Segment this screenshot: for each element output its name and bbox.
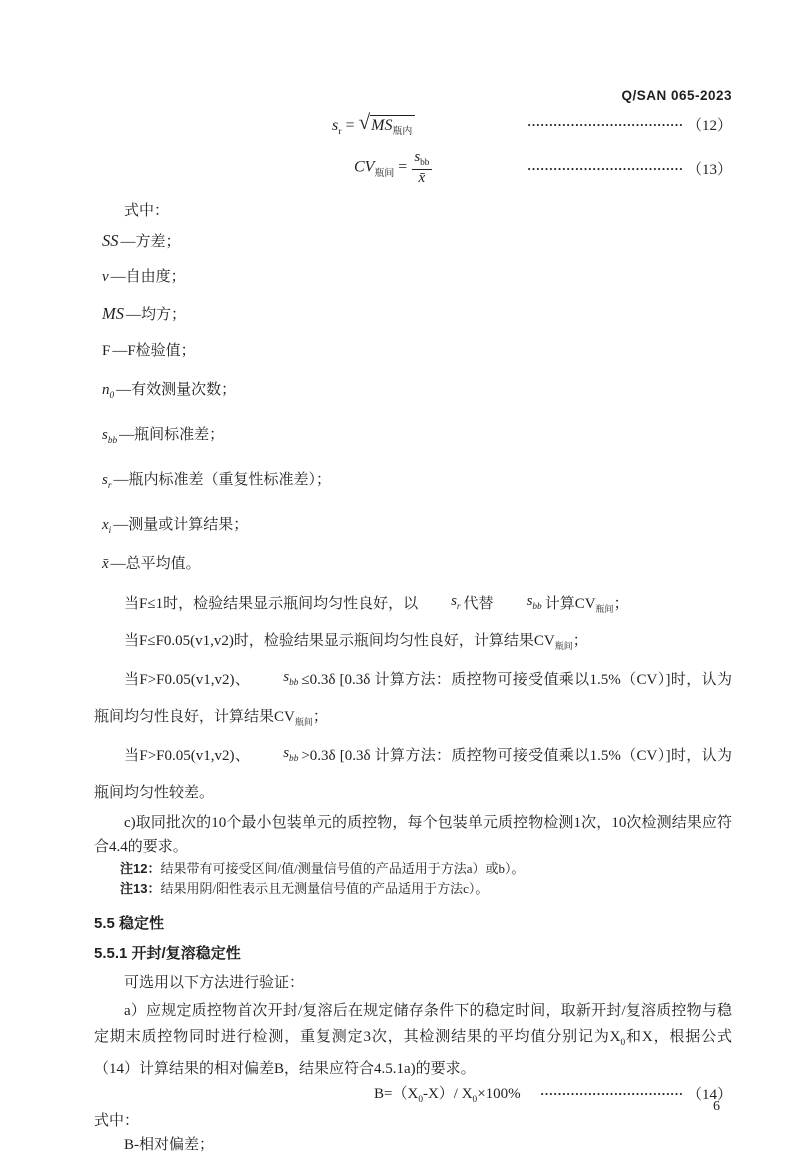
where-clause-label: 式中： [94, 1112, 140, 1129]
formula-12-radicand: $MS_{瓶内}$ [370, 115, 415, 134]
fraction-numerator: $s_{bb}$ [414, 149, 430, 169]
definition-row [94, 470, 732, 497]
document-code: Q/SAN 065-2023 [621, 88, 732, 103]
where-clause-label: 式中： [124, 203, 170, 220]
section-heading-5-5-1: 5.5.1 开封/复溶稳定性 [94, 944, 241, 962]
definition-text: —测量或计算结果； [113, 516, 249, 533]
symbol: x̄ [102, 555, 109, 572]
inline-math-sbb: $s_{bb}$ [526, 592, 542, 612]
formula-12-row [94, 111, 732, 137]
symbol: $x_i$ [102, 516, 112, 536]
formula-13-fraction [411, 149, 432, 187]
formula-13-lhs-sub: 瓶间 [374, 168, 395, 180]
note-12: 注12：结果带有可接受区间/值/测量信号值的产品适用于方法a）或b）。 [120, 860, 525, 876]
paragraph-f-gt-good: 当F>F0.05(v1,v2)、 $s_{bb} \le 0.3\delta$ [0.3δ 计算方法：质控物可接受值乘以1.5%（CV）]时，认为瓶间均匀性良好，计算结果$CV_{瓶间}$； [94, 665, 732, 738]
paragraph-method-c: c)取同批次的10个最小包装单元的质控物，每个包装单元质控物检测1次，10次检测结果应符合4.4的要求。 [94, 814, 732, 855]
definition-text: —瓶间标准差； [119, 426, 225, 443]
note-13: 注13：结果用阴/阳性表示且无测量信号值的产品适用于方法c）。 [120, 880, 489, 896]
formula-14: $B=(X_0-X)/$ $X_0\times 100\%$ [374, 1085, 521, 1105]
definition-text: —方差； [120, 234, 181, 251]
definition-text: —瓶内标准差（重复性标准差）； [113, 471, 331, 488]
definition-text: —总平均值。 [110, 555, 201, 572]
dot-leader: ……………………………… [526, 114, 683, 130]
definition-row [94, 554, 732, 581]
paragraph-f-gt-poor: 当F>F0.05(v1,v2)、 $s_{bb} >0.3\delta$ [0.3δ 计算方法：质控物可接受值乘以1.5%（CV）]时，认为瓶间均匀性较差。 [94, 741, 732, 809]
dot-leader: ……………………………… [526, 158, 683, 174]
symbol: $s_r$ [102, 471, 112, 491]
formula-14-row [94, 1082, 732, 1105]
formula-12 [332, 111, 415, 137]
definition-text: —均方； [126, 307, 187, 324]
definition-row [94, 380, 732, 407]
definition-b: B-相对偏差； [124, 1136, 215, 1153]
page-number: 6 [713, 1099, 720, 1114]
definition-row [94, 341, 732, 368]
radical-sign: √ [358, 110, 371, 134]
symbol: SS [102, 231, 119, 251]
paragraph-f-le-1: 当F≤1时，检验结果显示瓶间均匀性良好，以 $s_r$ 代替 $s_{bb}$ 计算$CV_{瓶间}$； [94, 589, 732, 626]
paragraph-f-le-f005: 当F≤F0.05(v1,v2)时，检验结果显示瓶间均匀性良好，计算结果$CV_{瓶间}$； [124, 632, 588, 651]
symbol: $s_{bb}$ [102, 426, 118, 446]
equals-sign: = [398, 158, 408, 176]
definition-row [94, 303, 732, 331]
inline-math-sbb: $s_{bb}$ [283, 744, 299, 764]
section-heading-5-5: 5.5 稳定性 [94, 914, 165, 932]
definition-row [94, 425, 732, 452]
note-label: 注13： [120, 880, 161, 896]
definition-text: —自由度； [110, 269, 186, 286]
formula-12-lhs-sub: r [338, 126, 342, 138]
formula-13-number: （13） [686, 161, 732, 178]
formula-12-lhs: s [332, 117, 339, 134]
formula-14-number: （14） [686, 1086, 732, 1103]
note-label: 注12： [120, 860, 161, 876]
paragraph-intro: 可选用以下方法进行验证： [124, 974, 305, 991]
equals-sign: = [345, 117, 355, 134]
symbol: v [102, 269, 109, 286]
symbol: F [102, 342, 111, 359]
formula-12-number: （12） [686, 117, 732, 134]
definition-text: —有效测量次数； [116, 381, 237, 398]
fraction-denominator: x̄ [412, 169, 433, 187]
definition-text: —F检验值； [112, 342, 196, 359]
definition-row [94, 230, 732, 258]
inline-math-sr: $s_r$ [451, 592, 461, 612]
dot-leader: …………………………… [539, 1083, 683, 1099]
formula-13-leader-group [527, 158, 732, 179]
inline-math-sbb: $s_{bb}$ [283, 668, 299, 688]
formula-13 [354, 149, 432, 187]
definition-row [94, 515, 732, 542]
formula-14-leader-group [540, 1083, 732, 1104]
definition-row [94, 267, 732, 294]
formula-13-lhs: CV [354, 158, 375, 176]
paragraph-method-a: a）应规定质控物首次开封/复溶后在规定储存条件下的稳定时间，取新开封/复溶质控物与稳定期末质控物同时进行检测，重复测定3次，其检测结果的平均值分别记为$X_0$和X，根据公式（14）计算结果的相对偏差B，结果应符合4.5.1a)的要求。 [94, 1002, 732, 1077]
formula-13-row [94, 149, 732, 187]
symbol: MS [102, 304, 124, 324]
formula-12-leader-group [527, 114, 732, 135]
symbol: $n_0$ [102, 381, 115, 401]
